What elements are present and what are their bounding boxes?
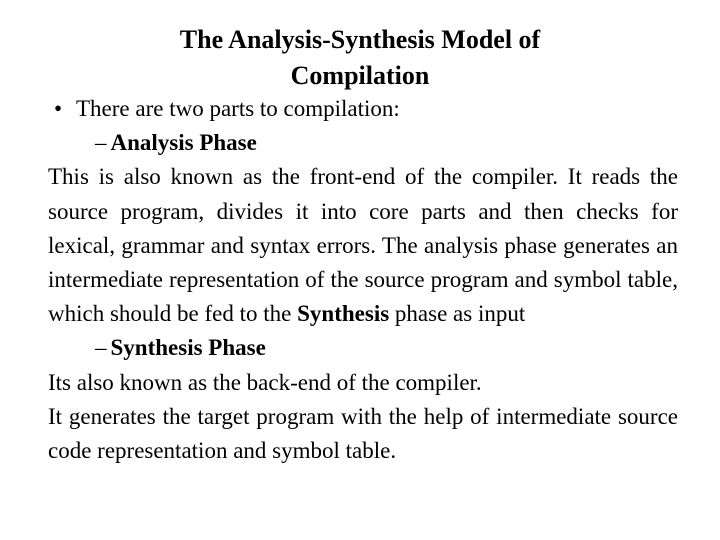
analysis-heading-text: Analysis Phase [110, 130, 257, 156]
synthesis-line-1: Its also known as the back-end of the compiler. [48, 369, 482, 395]
synthesis-paragraph: It generates the target program with the help of intermediate source code representation and symbol table. [48, 403, 678, 464]
bullet-dot-icon: • [54, 96, 63, 121]
title-line-1: The Analysis-Synthesis Model of [179, 25, 541, 54]
slide-title [100, 22, 620, 94]
slide-body [48, 92, 678, 468]
analysis-text-2: phase as input [394, 301, 526, 327]
analysis-paragraph [48, 160, 678, 331]
analysis-heading [48, 126, 678, 160]
analysis-text-1: This is also known as the front-end of the compiler. It reads the source program, divides it into core parts and then checks for lexical, grammar and syntax errors. The analysis phase generates an intermediate representation of the source program and symbol table, which should be fed to the [48, 164, 678, 327]
synthesis-heading-text: Synthesis Phase [110, 335, 266, 361]
dash-icon: – [95, 130, 107, 156]
analysis-text-bold: Synthesis [297, 301, 390, 327]
synthesis-heading [48, 331, 678, 365]
dash-icon: – [95, 335, 107, 361]
title-line-2: Compilation [290, 61, 430, 90]
bullet-item [48, 92, 678, 126]
bullet-text: There are two parts to compilation: [76, 96, 400, 121]
